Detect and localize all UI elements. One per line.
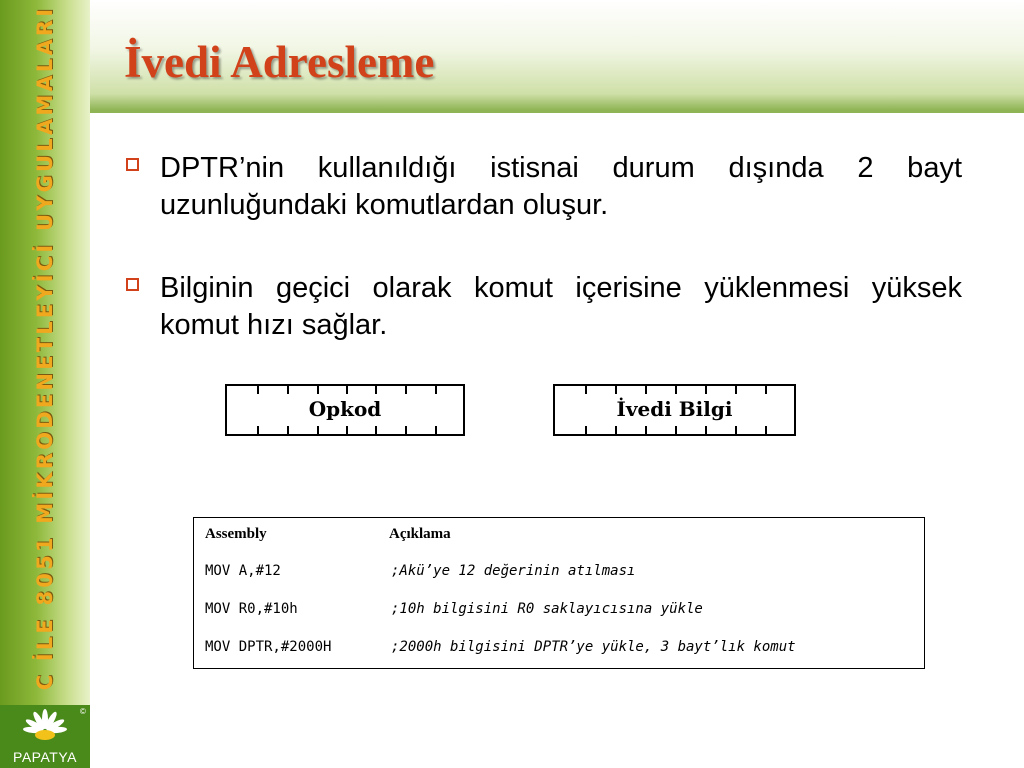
comment-cell: ;10h bilgisini R0 saklayıcısına yükle	[391, 601, 703, 617]
header-divider	[90, 110, 1024, 113]
immediate-data-box	[553, 384, 796, 436]
papatya-logo	[0, 705, 90, 768]
checkbox-bullet-icon	[126, 158, 139, 171]
logo-text: PAPATYA	[13, 749, 77, 765]
asm-cell: MOV A,#12	[205, 563, 281, 579]
bullet-item	[126, 270, 966, 344]
opcode-box	[225, 384, 465, 436]
comment-cell: ;2000h bilgisini DPTR’ye yükle, 3 bayt’lık komut	[391, 639, 796, 655]
daisy-icon	[18, 709, 72, 749]
column-header-description: Açıklama	[389, 526, 451, 542]
assembly-table	[193, 517, 925, 669]
slide-title: İvedi Adresleme	[124, 37, 435, 87]
immediate-data-label: İvedi Bilgi	[616, 397, 733, 421]
bullet-text: DPTR’nin kullanıldığı istisnai durum dışında 2 bayt uzunluğundaki komutlardan oluşur.	[160, 152, 962, 221]
asm-cell: MOV DPTR,#2000H	[205, 639, 332, 655]
copyright-mark: ©	[80, 707, 86, 716]
comment-cell: ;Akü’ye 12 değerinin atılması	[391, 563, 636, 579]
sidebar	[0, 0, 90, 768]
checkbox-bullet-icon	[126, 278, 139, 291]
opcode-label: Opkod	[308, 397, 382, 421]
bullet-text: Bilginin geçici olarak komut içerisine yüklenmesi yüksek komut hızı sağlar.	[160, 272, 962, 341]
sidebar-vertical-title: C İLE 8051 MİKRODENETLEYİCİ UYGULAMALARI	[33, 5, 57, 691]
bullet-list	[126, 150, 966, 390]
bullet-item	[126, 150, 966, 224]
column-header-assembly: Assembly	[205, 526, 267, 542]
asm-cell: MOV R0,#10h	[205, 601, 298, 617]
